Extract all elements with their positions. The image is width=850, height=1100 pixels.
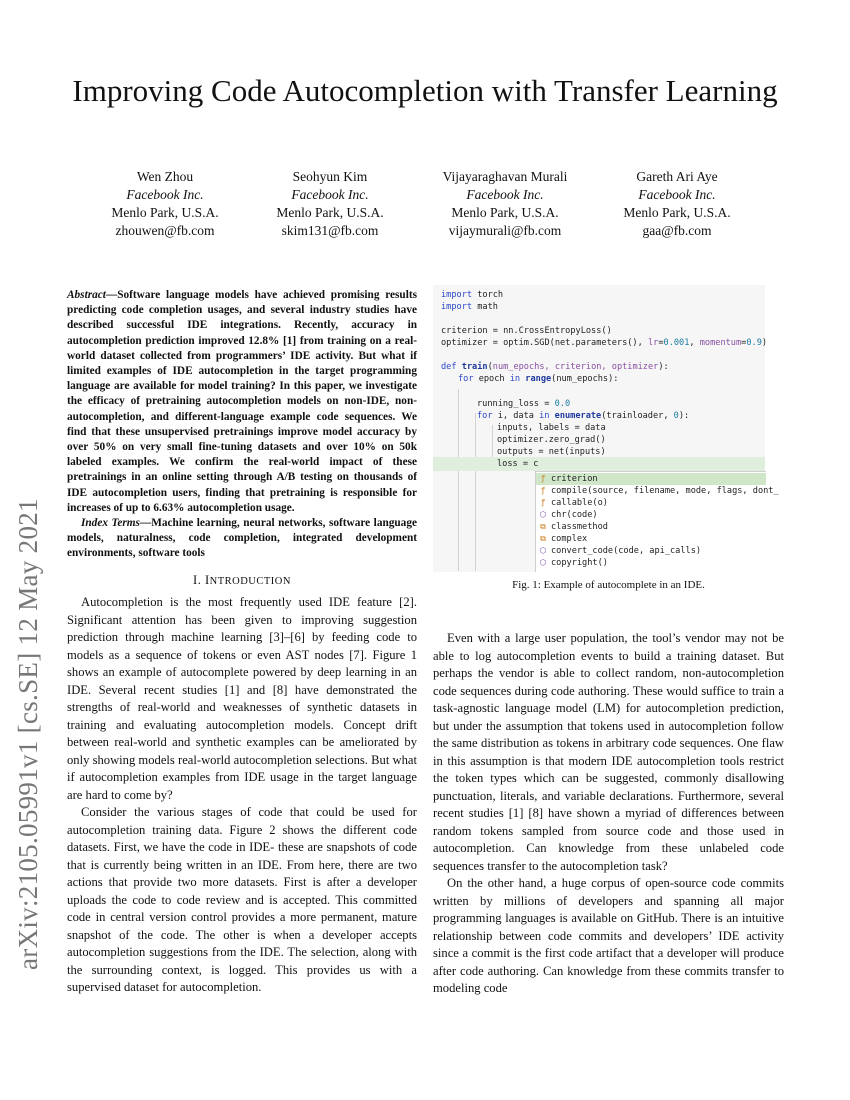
function-icon: ƒ (540, 486, 546, 495)
suggestion-label: complex (551, 534, 588, 544)
suggestion-label: compile(source, filename, mode, flags, dont_ (551, 486, 779, 496)
suggestion-convert-code[interactable] (536, 545, 766, 557)
code-line: optimizer.zero_grad() (497, 435, 606, 445)
author-email: vijaymurali@fb.com (448, 223, 562, 238)
class-icon: ⧉ (540, 522, 546, 531)
suggestion-classmethod[interactable] (536, 521, 766, 533)
code-line: def train(num_epochs, criterion, optimizer): (441, 362, 669, 372)
author-name: Seohyun Kim (292, 169, 368, 184)
author-affiliation: Facebook Inc. (291, 187, 369, 202)
index-terms-label: Index Terms (81, 517, 140, 530)
section-number: I. (193, 572, 202, 587)
figure-caption: Fig. 1: Example of autocomplete in an IDE. (512, 579, 705, 591)
suggestion-callable[interactable] (536, 497, 766, 509)
paragraph: On the other hand, a huge corpus of open-source code commits written by millions of developers and spanning all major programming languages is available on GitHub. There is an intuitive relationship between code commits and developers’ IDE activity since a commit is the first code artifact that a developer will produce after code authoring. Can knowledge from these commits transfer to modeling code (433, 876, 784, 995)
ide-code-figure (433, 285, 779, 572)
paragraph: Autocompletion is the most frequently used IDE feature [2]. Significant attention has been given to improving suggestion prediction through machine learning [3]–[6] by feeding code to models as a sequence of tokens or even AST nodes [7]. Figure 1 shows an example of autocomplete powered by deep learning in an IDE. Several recent studies [1] and [8] have demonstrated the strengths of real-world and weaknesses of synthetic datasets in training and evaluating autocompletion models. Concept drift between real-world and synthetic examples can be ameliorated by only showing models real-world autocompletion selections. But what if autocompletion examples from IDE usage in the target language are hard to come by? (67, 595, 417, 802)
author-1 (80, 168, 250, 240)
section-heading (67, 572, 417, 591)
suggestion-label: callable(o) (551, 498, 608, 508)
left-column (67, 288, 417, 997)
indent-guide (475, 413, 476, 571)
suggestion-label: copyright() (551, 558, 608, 568)
author-affiliation: Facebook Inc. (126, 187, 204, 202)
code-line: import torch (441, 290, 504, 300)
suggestion-label: chr(code) (551, 510, 598, 520)
author-4 (592, 168, 762, 240)
abstract-label: Abstract (67, 289, 106, 301)
function-icon: ƒ (540, 474, 546, 483)
code-line: inputs, labels = data (497, 423, 606, 433)
indent-guide (458, 389, 459, 571)
index-terms-text: —Machine learning, neural networks, software language models, naturalness, code completion, integrated development environments, software tools (67, 517, 417, 560)
current-line-highlight (433, 457, 765, 471)
arxiv-identifier: arXiv:2105.05991v1 [cs.SE] 12 May 2021 (13, 498, 43, 970)
code-line: optimizer = optim.SGD(net.parameters(), lr=0.001, momentum=0.9) (441, 338, 768, 348)
code-line: import math (441, 302, 498, 312)
code-line: outputs = net(inputs) (497, 447, 606, 457)
author-3 (420, 168, 590, 240)
suggestion-compile[interactable] (536, 485, 779, 497)
author-email: skim131@fb.com (281, 223, 379, 238)
author-name: Gareth Ari Aye (636, 169, 718, 184)
variable-icon: ⬡ (539, 546, 547, 555)
author-email: gaa@fb.com (642, 223, 712, 238)
index-terms (67, 516, 417, 562)
suggestion-criterion[interactable] (536, 473, 766, 485)
abstract (67, 288, 417, 516)
class-icon: ⧉ (540, 534, 546, 543)
paragraph: Consider the various stages of code that could be used for autocompletion training data. Figure 2 shows the different code datasets. First, we have the code in IDE- these are snapshots of code that is currently being written in an IDE. From here, there are two actions that provide two more datasets. First is after a developer uploads the code to code review and is accepted. This committed code in central version control provides a more permanent, mature snapshot of the code. The other is when a developer accepts autocompletion suggestions from the IDE. The selection, along with the surrounding context, is logged. This provides us with a supervised dataset for autocompletion. (67, 805, 417, 995)
author-email: zhouwen@fb.com (115, 223, 215, 238)
variable-icon: ⬡ (539, 510, 547, 519)
author-affiliation: Facebook Inc. (466, 187, 544, 202)
author-name: Wen Zhou (136, 169, 194, 184)
section-initial: I (204, 572, 210, 587)
function-icon: ƒ (540, 498, 546, 507)
code-line: criterion = nn.CrossEntropyLoss() (441, 326, 612, 336)
variable-icon: ⬡ (539, 558, 547, 567)
code-line: for epoch in range(num_epochs): (458, 374, 619, 384)
suggestion-complex[interactable] (536, 533, 766, 545)
code-line: for i, data in enumerate(trainloader, 0): (477, 411, 690, 421)
author-2 (245, 168, 415, 240)
code-line: running_loss = 0.0 (477, 399, 571, 409)
paper-title: Improving Code Autocompletion with Transfer Learning (72, 73, 778, 108)
section-rest: NTRODUCTION (209, 575, 291, 587)
suggestion-label: classmethod (551, 522, 608, 532)
suggestion-label: criterion (551, 474, 598, 484)
author-location: Menlo Park, U.S.A. (623, 205, 731, 220)
suggestion-chr[interactable] (536, 509, 766, 521)
autocomplete-popup[interactable] (535, 471, 779, 572)
code-line: loss = c (497, 459, 539, 469)
author-affiliation: Facebook Inc. (638, 187, 716, 202)
suggestion-copyright[interactable] (536, 557, 766, 569)
paragraph: Even with a large user population, the tool’s vendor may not be able to log autocompletion events to build a training dataset. But perhaps the vendor is able to collect random, non-autocompletion code sequences during code authoring. These would suffice to train a task-agnostic language model (LM) for autocompletion prediction, but under the assumption that tokens used in autocompletion follow the same distribution as tokens in arbitrary code sequences. One flaw in this assumption is that modern IDE autocompletion tools restrict the token types which can be suggested, commonly disallowing punctuation, literals, and variable declarations. Furthermore, several recent studies [1] [8] have shown a myriad of differences between random tokens sampled from source code and those used in autocompletion. Can knowledge from these unlabeled code sequences transfer to the autocompletion task? (433, 631, 784, 873)
author-location: Menlo Park, U.S.A. (111, 205, 219, 220)
author-name: Vijayaraghavan Murali (442, 169, 568, 184)
right-column (433, 630, 784, 998)
suggestion-label: convert_code(code, api_calls) (551, 546, 702, 556)
abstract-text: —Software language models have achieved promising results predicting code completion usages, and several industry studies have described successful IDE integrations. Recently, accuracy in autocompletion prediction improved 12.8% [1] from training on a real-world dataset collected from programmers’ IDE activity. But what if limited examples of IDE autocompletion in the target programming language are available for model training? In this paper, we investigate the efficacy of pretraining autocompletion models on non-IDE, non-autocompletion, and different-language example code sequences. We find that these unsupervised pretrainings improve model accuracy by over 50% on very small fine-tuning datasets and over 10% on 50k labeled examples. We confirm the real-world impact of these pretrainings in an online setting through A/B testing on thousands of IDE autocompletion users, finding that pretraining is responsible for increases of up to 6.63% autocompletion usage. (67, 289, 417, 514)
author-location: Menlo Park, U.S.A. (451, 205, 559, 220)
author-location: Menlo Park, U.S.A. (276, 205, 384, 220)
